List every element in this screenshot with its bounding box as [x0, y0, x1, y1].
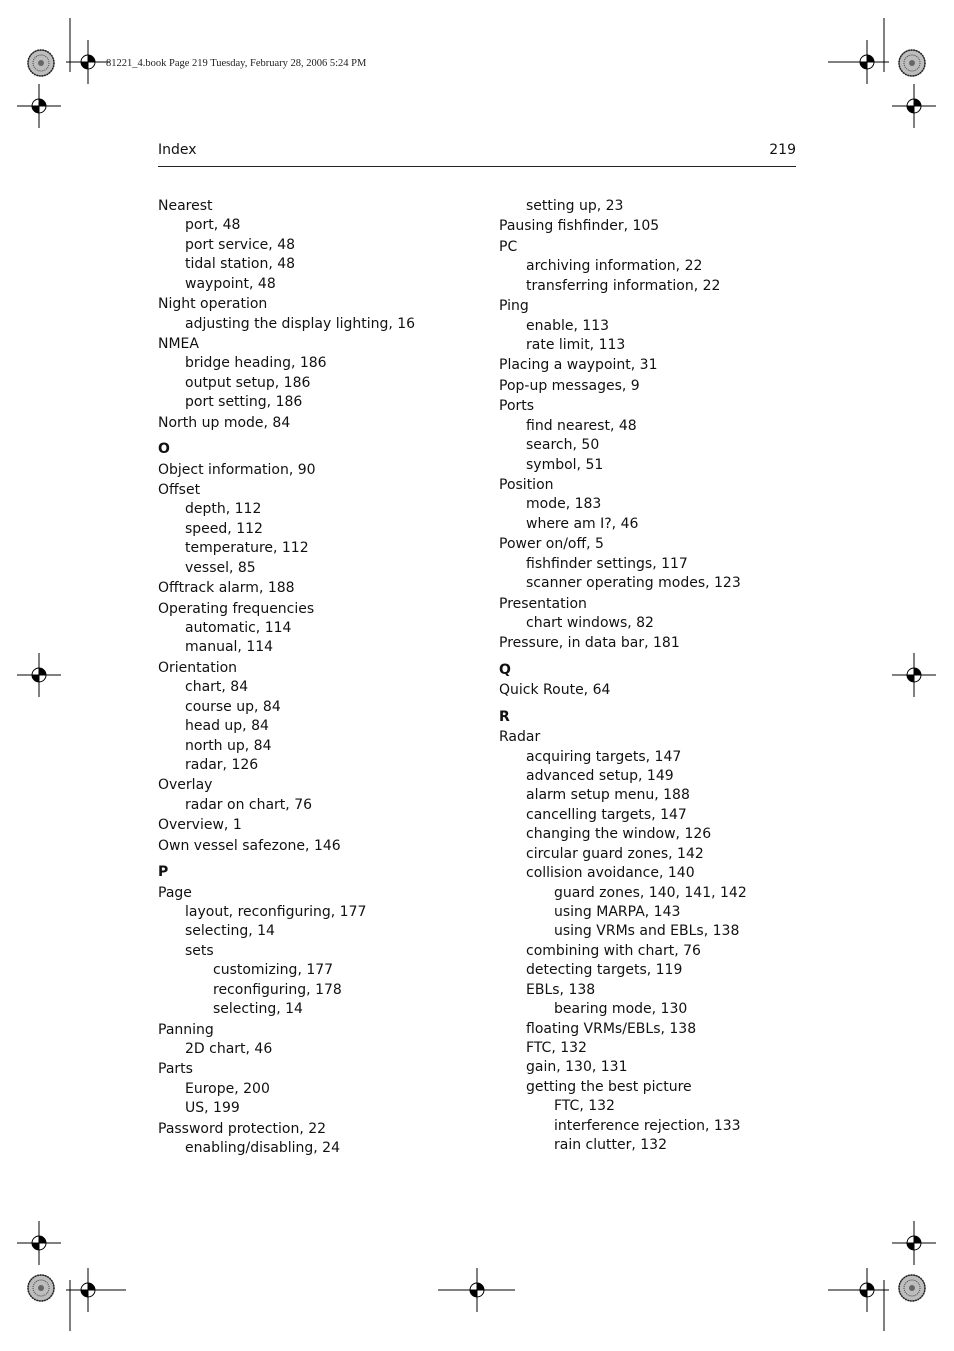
index-subentry: radar, 126	[185, 757, 259, 774]
index-subentry: output setup, 186	[185, 374, 311, 391]
index-subentry: selecting, 14	[185, 923, 275, 940]
index-subsubentry: guard zones, 140, 141, 142	[554, 884, 747, 901]
index-subentry: tidal station, 48	[185, 256, 296, 273]
index-entry: Own vessel safezone, 146	[158, 837, 341, 854]
index-subentry: head up, 84	[185, 718, 269, 735]
index-subentry: transferring information, 22	[526, 277, 721, 294]
index-entry: Radar	[499, 729, 541, 746]
index-subsubentry: using MARPA, 143	[554, 904, 681, 921]
index-subentry: archiving information, 22	[526, 258, 703, 275]
index-subentry: 2D chart, 46	[185, 1041, 273, 1058]
index-subentry: acquiring targets, 147	[526, 748, 682, 765]
print-slug: 81221_4.book Page 219 Tuesday, February 28, 2006 5:24 PM	[106, 58, 367, 69]
index-entry: Parts	[158, 1061, 193, 1078]
index-subentry: search, 50	[526, 437, 600, 454]
index-subentry: depth, 112	[185, 501, 262, 518]
index-subentry: scanner operating modes, 123	[526, 575, 741, 592]
index-entry: Power on/off, 5	[499, 536, 604, 553]
index-subentry: automatic, 114	[185, 620, 292, 637]
index-entry: Overlay	[158, 777, 213, 794]
index-subsubentry: selecting, 14	[213, 1001, 303, 1018]
index-subentry: advanced setup, 149	[526, 768, 674, 785]
index-subsubentry: interference rejection, 133	[554, 1117, 741, 1134]
index-subentry: chart, 84	[185, 679, 249, 696]
index-subentry: Europe, 200	[185, 1080, 270, 1097]
index-entry: Panning	[158, 1021, 214, 1038]
index-letter-heading: Q	[499, 661, 511, 678]
index-entry: Operating frequencies	[158, 600, 315, 617]
index-subentry: EBLs, 138	[526, 981, 596, 998]
index-subentry: getting the best picture	[526, 1078, 692, 1095]
index-subentry: circular guard zones, 142	[526, 845, 704, 862]
index-entry: Position	[499, 477, 554, 494]
index-subentry: course up, 84	[185, 698, 281, 715]
index-subentry: combining with chart, 76	[526, 942, 701, 959]
index-letter-heading: R	[499, 708, 510, 725]
index-subentry: floating VRMs/EBLs, 138	[526, 1020, 697, 1037]
index-subsubentry: bearing mode, 130	[554, 1001, 688, 1018]
index-subentry: mode, 183	[526, 496, 602, 513]
index-subentry: layout, reconfiguring, 177	[185, 904, 367, 921]
index-entry: North up mode, 84	[158, 414, 291, 431]
index-entry: Pressure, in data bar, 181	[499, 635, 680, 652]
index-subentry: manual, 114	[185, 639, 274, 656]
index-entry: Offset	[158, 482, 201, 499]
index-entry: Password protection, 22	[158, 1120, 327, 1137]
index-entry: Page	[158, 884, 192, 901]
index-entry: Presentation	[499, 595, 587, 612]
index-entry: NMEA	[158, 336, 199, 352]
index-subentry: bridge heading, 186	[185, 355, 327, 372]
running-header-section: Index	[158, 142, 197, 158]
index-subentry: temperature, 112	[185, 540, 309, 557]
index-entry: Pop-up messages, 9	[499, 377, 640, 394]
index-subentry: chart windows, 82	[526, 615, 654, 632]
index-entry: PC	[499, 238, 518, 255]
index-subsubentry: using VRMs and EBLs, 138	[554, 923, 740, 940]
index-entry: Pausing fishfinder, 105	[499, 218, 660, 235]
index-subentry: enable, 113	[526, 317, 610, 334]
index-subentry: speed, 112	[185, 520, 263, 537]
index-entry: Object information, 90	[158, 461, 316, 478]
index-subentry: setting up, 23	[526, 198, 624, 214]
index-subentry: radar on chart, 76	[185, 796, 313, 813]
index-subentry: US, 199	[185, 1100, 240, 1117]
index-entry: Orientation	[158, 659, 238, 676]
index-entry: Ports	[499, 398, 535, 415]
index-entry: Nearest	[158, 198, 213, 214]
index-subentry: collision avoidance, 140	[526, 865, 695, 882]
index-subentry: where am I?, 46	[526, 515, 639, 532]
index-subentry: port service, 48	[185, 236, 296, 253]
index-subentry: enabling/disabling, 24	[185, 1140, 340, 1157]
index-subentry: port, 48	[185, 217, 241, 234]
index-subentry: detecting targets, 119	[526, 962, 683, 979]
index-subentry: sets	[185, 942, 214, 959]
index-subentry: port setting, 186	[185, 394, 303, 411]
index-subentry: waypoint, 48	[185, 275, 276, 292]
index-subentry: vessel, 85	[185, 559, 256, 576]
index-entry: Offtrack alarm, 188	[158, 580, 295, 597]
header-rule	[158, 166, 796, 167]
index-subentry: north up, 84	[185, 737, 272, 754]
index-subentry: symbol, 51	[526, 456, 604, 473]
index-subentry: gain, 130, 131	[526, 1059, 628, 1076]
index-subentry: cancelling targets, 147	[526, 806, 687, 823]
index-subentry: find nearest, 48	[526, 417, 637, 434]
index-subentry: fishfinder settings, 117	[526, 555, 688, 572]
index-entry: Overview, 1	[158, 817, 242, 834]
index-subentry: FTC, 132	[526, 1040, 587, 1057]
index-entry: Placing a waypoint, 31	[499, 357, 658, 374]
index-subentry: adjusting the display lighting, 16	[185, 315, 416, 332]
index-subentry: changing the window, 126	[526, 826, 712, 843]
index-letter-heading: O	[158, 441, 170, 458]
index-subentry: alarm setup menu, 188	[526, 787, 690, 804]
index-letter-heading: P	[158, 864, 169, 881]
index-entry: Ping	[499, 298, 529, 315]
page-number: 219	[769, 142, 796, 158]
index-entry: Night operation	[158, 296, 268, 313]
index-entry: Quick Route, 64	[499, 682, 611, 699]
index-subsubentry: FTC, 132	[554, 1098, 615, 1115]
index-subsubentry: rain clutter, 132	[554, 1137, 667, 1154]
index-subsubentry: customizing, 177	[213, 962, 334, 979]
index-subsubentry: reconfiguring, 178	[213, 981, 342, 998]
index-subentry: rate limit, 113	[526, 337, 626, 353]
